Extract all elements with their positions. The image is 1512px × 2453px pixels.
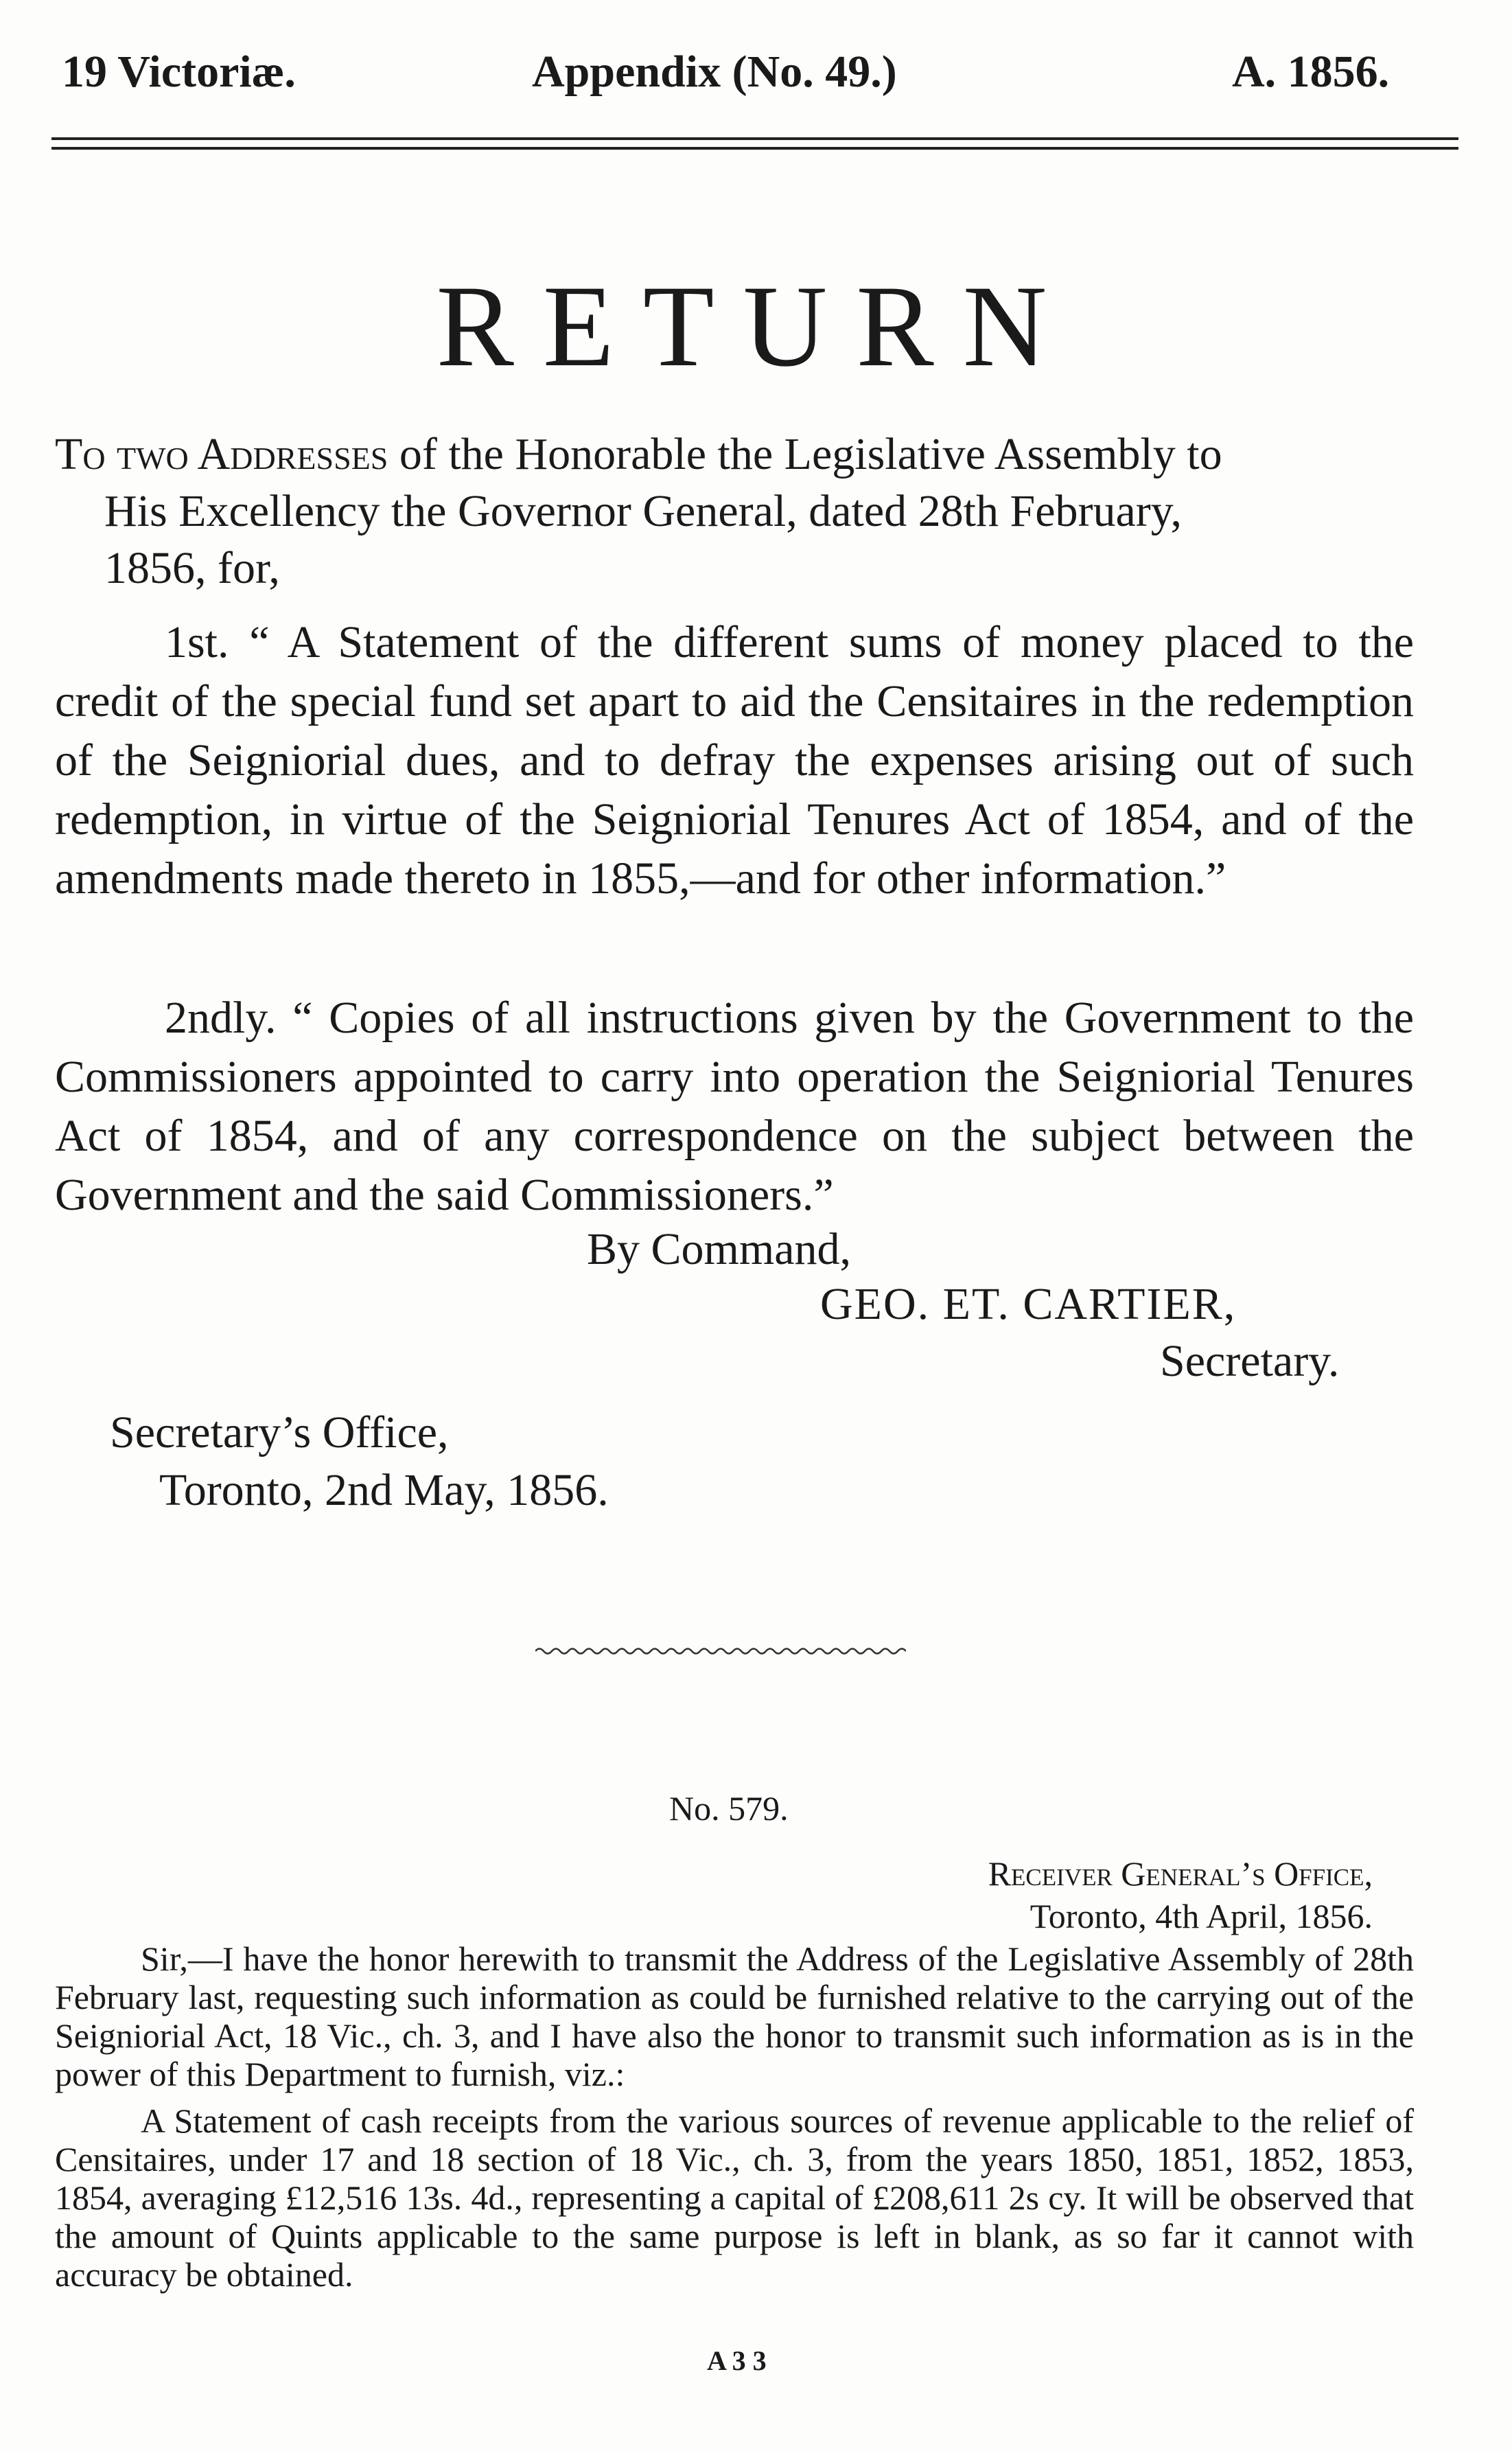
office-address [110,1404,609,1519]
office-line-1: Secretary’s Office, [110,1407,449,1458]
header-regnal-year: 19 Victoriæ. [62,47,296,97]
header-year: A. 1856. [1232,47,1390,97]
address-heading [55,426,1414,597]
letter-number: No. 579. [669,1789,789,1828]
wavy-divider [535,1646,906,1656]
by-command: By Command, [587,1224,852,1274]
address-to-prefix: To two Addresses [55,429,388,479]
request-paragraph-second: 2ndly. “ Copies of all instructions given by the Government to the Commissioners appointed to carry into operation the Seigniorial Tenures Act of 1854, and of any correspondence on the subject between the Government and the said Commissioners.” [55,993,1414,1220]
header-appendix: Appendix (No. 49.) [532,47,897,97]
letter-office-date: Toronto, 4th April, 1856. [1030,1897,1373,1935]
printer-signature-mark: A 3 3 [707,2345,767,2376]
running-header [51,38,1458,113]
address-line-1-rest: of the Honorable the Legislative Assembly to [388,429,1222,479]
letter-paragraph-first: Sir,—I have the honor herewith to transmit the Address of the Legislative Assembly of 28th February last, requesting such information as could be furnished relative to the carrying out of the Seigniorial Act, 18 Vic., ch. 3, and I have also the honor to transmit such information as is in the power of this Department to furnish, viz.: [55,1939,1414,2093]
address-line-2: His Excellency the Governor General, dated 28th February, [104,486,1182,536]
office-line-2: Toronto, 2nd May, 1856. [159,1465,609,1515]
header-rule-bottom [51,147,1458,150]
address-line-3: 1856, for, [104,543,280,593]
header-rule-top [51,137,1458,140]
request-paragraph-first: 1st. “ A Statement of the different sums of money placed to the credit of the special fund set apart to aid the Censitaires in the redemption of the Seigniorial dues, and to defray the expenses arising out of such redemption, in virtue of the Seigniorial Tenures Act of 1854, and of the amendments made thereto in 1855,—and for other information.” [55,617,1414,903]
document-title: RETURN [436,262,1076,391]
letter-sender-block [755,1852,1373,1937]
signatory-title: Secretary. [1160,1336,1340,1386]
letter-office-name: Receiver General’s Office, [988,1854,1373,1893]
address-line-1 [55,426,1414,483]
letter-paragraph-second: A Statement of cash receipts from the various sources of revenue applicable to the relief of Censitaires, under 17 and 18 section of 18 Vic., ch. 3, from the years 1850, 1851, 1852, 1853, 1854, averaging £12,516 13s. 4d., representing a capital of £208,611 2s cy. It will be observed that the amount of Quints applicable to the same purpose is left in blank, as so far it cannot with accuracy be obtained. [55,2101,1414,2294]
signatory-name: GEO. ET. CARTIER, [820,1279,1237,1329]
